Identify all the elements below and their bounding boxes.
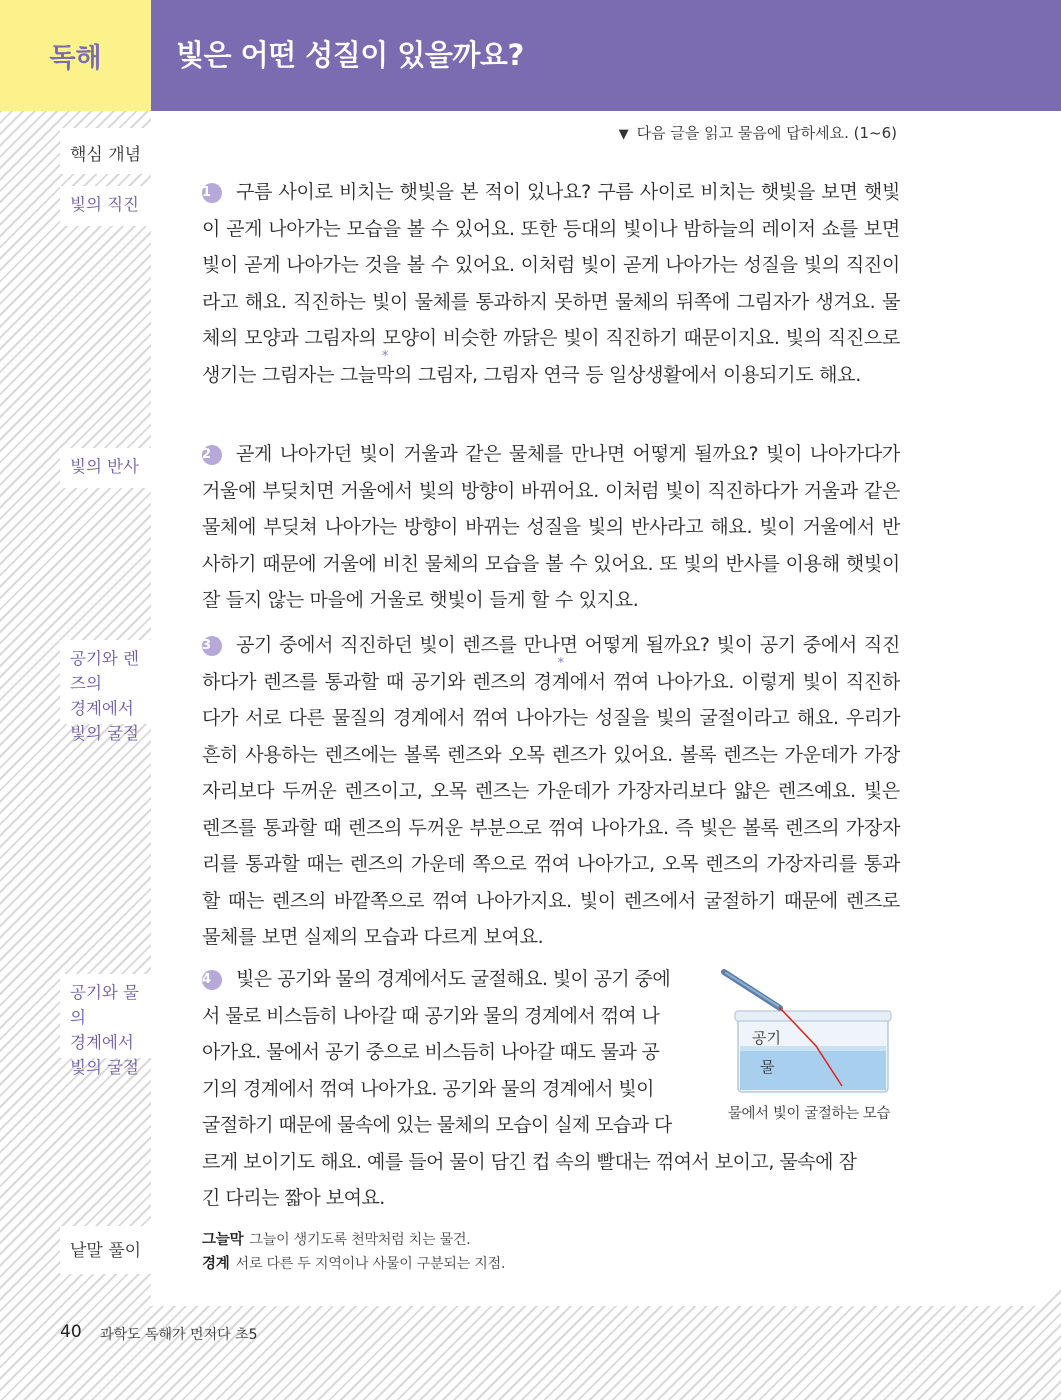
paragraph-number-badge: 4 [202, 970, 222, 990]
water-tank-illustration [718, 968, 900, 1100]
paragraph-1 [202, 174, 900, 393]
paragraph-line: 긴 다리는 짧아 보여요. [202, 1187, 385, 1209]
air-label: 공기 [752, 1029, 781, 1047]
figure-caption: 물에서 빛이 굴절하는 모습 [727, 1106, 891, 1122]
paragraph-line: 서 물로 비스듬히 나아갈 때 공기와 물의 경계에서 꺾여 나 [202, 1004, 660, 1027]
triangle-down-icon: ▼ [618, 127, 629, 142]
sidebar-label-lens-refraction: 공기와 렌즈의 경계에서 빛의 굴절 [60, 640, 151, 724]
paragraph-text: 곧게 나아가던 빛이 거울과 같은 물체를 만나면 어떻게 될까요? 빛이 나아가다가 거울에 부딪치면 거울에서 빛의 방향이 바뀌어요. 이처럼 빛이 직진하다가 거울과 같은 물체에 부딪쳐 나아가는 방향이 바뀌는 성질을 빛의 반사라고 해요. 빛이 거울에서 반사하기 때문에 거울에 비친 물체의 모습을 볼 수 있어요. 또 빛의 반사를 이용해 햇빛이 잘 들지 않는 마을에 거울로 햇빛이 들게 할 수 있지요. [202, 443, 900, 611]
paragraph-number-badge: 3 [202, 636, 222, 656]
paragraph-3 [202, 627, 900, 956]
glossary-heading: 낱말 풀이 [70, 1241, 142, 1261]
glossary-definition: 서로 다른 두 지역이나 사물이 구분되는 지점. [235, 1256, 506, 1272]
instruction [619, 122, 897, 143]
page-header [0, 0, 1061, 111]
glossary-definition: 그늘이 생기도록 천막처럼 치는 물건. [249, 1232, 471, 1248]
sidebar-label-reflection: 빛의 반사 [60, 448, 151, 488]
section-tag: 독해 [0, 0, 151, 111]
paragraph-4-wide [202, 1144, 900, 1217]
paragraph-4-narrow [202, 961, 702, 1144]
paragraph-2 [202, 436, 900, 619]
paragraph-number-badge: 1 [202, 183, 222, 203]
paragraph-text: 에서 꺾여 나아가요. 이렇게 빛이 직진하다가 서로 다른 물질의 경계에서 꺾여 나아가는 성질을 빛의 굴절이라고 해요. 우리가 흔히 사용하는 렌즈에는 볼록 렌즈와 오목 렌즈가 있어요. 볼록 렌즈는 가운데가 가장자리보다 두꺼운 렌즈이고, 오목 렌즈는 가운데가 가장자리보다 얇은 렌즈예요. 빛은 렌즈를 통과할 때 렌즈의 두꺼운 부분으로 꺾여 나아가요. 즉 빛은 볼록 렌즈의 가장자리를 통과할 때는 렌즈의 가운데 쪽으로 꺾여 나아가고, 오목 렌즈의 가장자리를 통과할 때는 렌즈의 바깥쪽으로 꺾여 나아가지요. 빛이 렌즈에서 굴절하기 때문에 렌즈로 물체를 보면 실제의 모습과 다르게 보여요. [202, 670, 900, 948]
paragraph-line: 르게 보이기도 해요. 예를 들어 물이 담긴 컵 속의 빨대는 꺾여서 보이고, 물속에 잠 [202, 1150, 857, 1173]
glossary-heading-box [60, 1226, 151, 1274]
sidebar-heading: 핵심 개념 [60, 128, 151, 174]
sidebar-label-water-refraction: 공기와 물의 경계에서 빛의 굴절 [60, 974, 151, 1058]
glossary-term: 그늘막 [202, 1232, 244, 1248]
starred-word: * 막 [376, 364, 394, 386]
water-label: 물 [760, 1058, 775, 1076]
paragraph-number-badge: 2 [202, 445, 222, 465]
paragraph-line: 굴절하기 때문에 물속에 있는 물체의 모습이 실제 모습과 다 [202, 1114, 672, 1136]
glossary-term: 경계 [202, 1256, 230, 1272]
starred-word: * 계 [552, 671, 570, 693]
sidebar-label-rectilinear: 빛의 직진 [60, 186, 151, 226]
book-title: 과학도 독해가 먼저다 초5 [100, 1327, 258, 1343]
instruction-text: 다음 글을 읽고 물음에 답하세요. (1~6) [636, 124, 897, 142]
glossary-entry [202, 1228, 471, 1249]
paragraph-line: 4 빛은 공기와 물의 경계에서도 굴절해요. 빛이 공기 중에 [202, 968, 671, 990]
paragraph-text: 공기 중에서 직진하던 빛이 렌즈를 만나면 어떻게 될까요? 빛이 공기 중에서 직진하다가 렌즈를 통과할 때 공기와 렌즈의 경 [202, 634, 900, 693]
refraction-figure [718, 968, 900, 1122]
paragraph-text: 의 그림자, 그림자 연극 등 일상생활에서 이용되기도 해요. [394, 363, 861, 386]
paragraph-line: 아가요. 물에서 공기 중으로 비스듬히 나아갈 때도 물과 공 [202, 1041, 660, 1063]
paragraph-line: 기의 경계에서 꺾여 나아가요. 공기와 물의 경계에서 빛이 [202, 1077, 654, 1100]
page-title: 빛은 어떤 성질이 있을까요? [176, 37, 524, 72]
page-number: 40 [60, 1322, 82, 1342]
glossary-entry [202, 1252, 505, 1273]
paragraph-text: 구름 사이로 비치는 햇빛을 본 적이 있나요? 구름 사이로 비치는 햇빛을 보면 햇빛이 곧게 나아가는 모습을 볼 수 있어요. 또한 등대의 빛이나 밤하늘의 레이저 쇼를 보면 빛이 곧게 나아가는 것을 볼 수 있어요. 이처럼 빛이 곧게 나아가는 성질을 빛의 직진이라고 해요. 직진하는 빛이 물체를 통과하지 못하면 물체의 뒤쪽에 그림자가 생겨요. 물체의 모양과 그림자의 모양이 비슷한 까닭은 빛이 직진하기 때문이지요. 빛의 직진으로 생기는 그림자는 그늘 [202, 181, 900, 386]
